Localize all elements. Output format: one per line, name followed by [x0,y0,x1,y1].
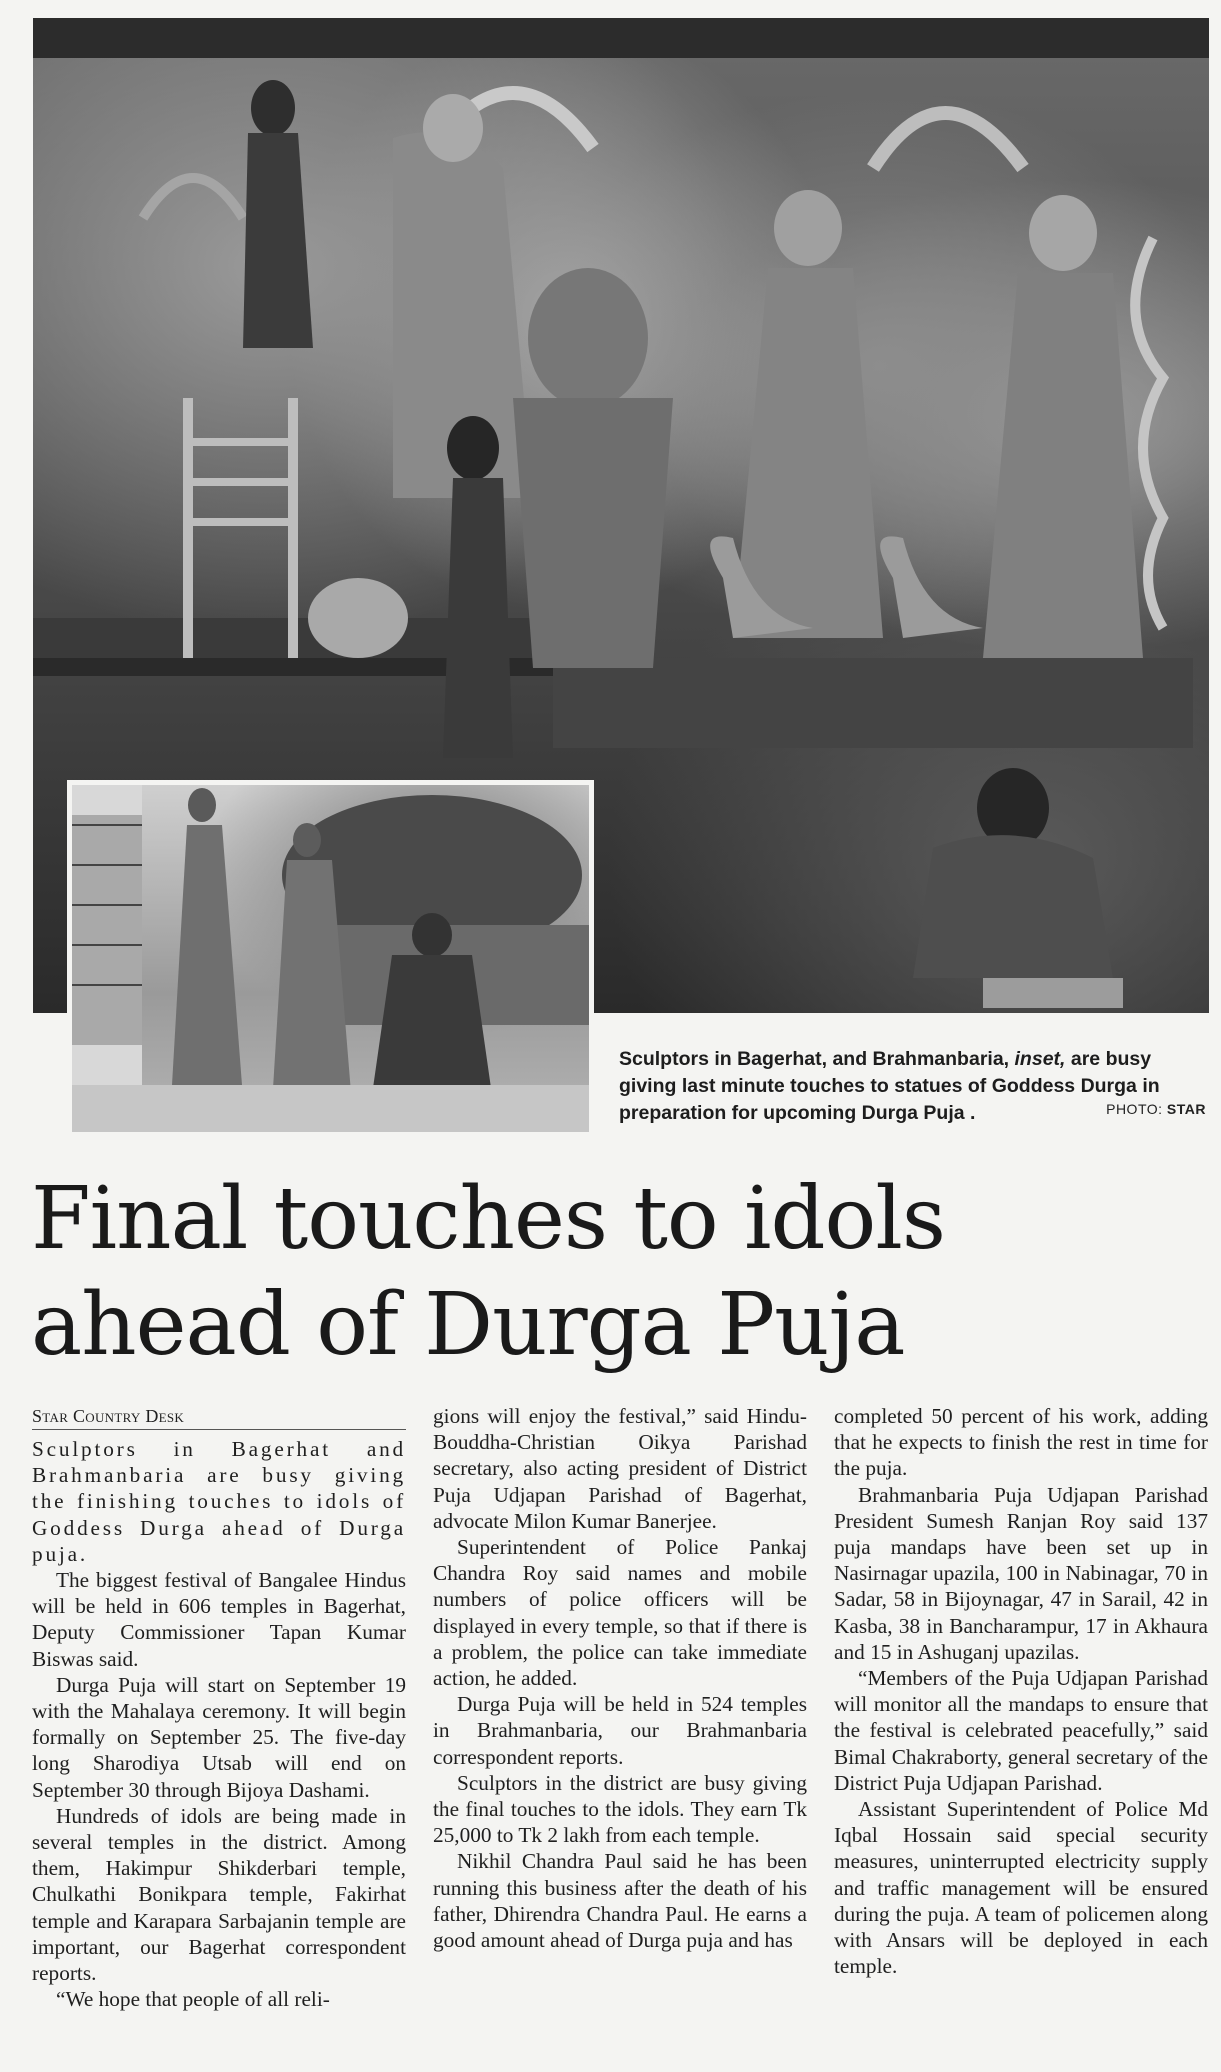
photo-caption-box [594,1013,1209,1137]
paragraph: gions will enjoy the festival,” said Hindu-Bouddha-Christian Oikya Parishad secretary, also acting president of District Puja Udjapan Parishad of Bagerhat, advocate Milon Kumar Banerjee. [433,1404,807,1533]
paragraph: completed 50 percent of his work, adding that he expects to finish the rest in time for the puja. [834,1404,1208,1481]
paragraph: “Members of the Puja Udjapan Parishad will monitor all the mandaps to ensure that the festival is celebrated peacefully,” said Bimal Chakraborty, general secretary of the District Puja Udjapan Parishad. [834,1666,1208,1795]
caption-text-cont: are busy giving last minute touches to statues of Goddess Durga in preparation for upcoming Durga Puja . [619,1048,1160,1124]
inset-photo [67,780,594,1137]
article-column-1 [32,1403,406,2012]
photo-credit-source: STAR [1166,1101,1206,1117]
photo-credit-label: PHOTO: [1106,1101,1167,1117]
headline: Final touches to idols ahead of Durga Puja [31,1169,945,1375]
paragraph: “We hope that people of all reli- [56,1987,330,2012]
paragraph: Assistant Superintendent of Police Md Iqbal Hossain said special security measures, uninterrupted electricity supply and traffic management will be ensured during the puja. A team of policemen along with Ansars will be deployed in each temple. [834,1797,1208,1979]
article-column-3 [834,1403,1208,1979]
paragraph: Sculptors in the district are busy giving the final touches to the idols. They earn Tk 25,000 to Tk 2 lakh from each temple. [433,1770,807,1848]
article-column-2 [433,1403,807,1953]
photo-credit [1106,1101,1206,1117]
paragraph: Hundreds of idols are being made in several temples in the district. Among them, Hakimpur Shikderbari temple, Chulkathi Bonikpara temple, Fakirhat temple and Karapara Sarbajanin temple are important, our Bagerhat correspondent reports. [32,1803,406,1986]
caption-inset-word: inset, [1014,1048,1066,1070]
paragraph: Durga Puja will start on September 19 with the Mahalaya ceremony. It will begin formally on September 25. The five-day long Sharodiya Utsab will end on September 30 through Bijoya Dashami. [32,1672,406,1802]
paragraph: Sculptors in Bagerhat and Brahmanbaria are busy giving the finishing touches to idols of Goddess Durga ahead of Durga puja. [32,1437,406,1566]
paragraph: Superintendent of Police Pankaj Chandra Roy said names and mobile numbers of police officers will be displayed in every temple, so that if there is a problem, the police can take immediate action, he added. [433,1535,807,1691]
byline: Star Country Desk [32,1403,406,1430]
paragraph: The biggest festival of Bangalee Hindus will be held in 606 temples in Bagerhat, Deputy Commissioner Tapan Kumar Biswas said. [32,1568,406,1671]
paragraph: Durga Puja will be held in 524 temples in Brahmanbaria, our Brahmanbaria correspondent reports. [433,1692,807,1769]
paragraph: Nikhil Chandra Paul said he has been running this business after the death of his father, Dhirendra Chandra Paul. He earns a good amount ahead of Durga puja and has [433,1849,807,1953]
paragraph: Brahmanbaria Puja Udjapan Parishad President Sumesh Ranjan Roy said 137 puja mandaps have been set up in Nasirnagar upazila, 100 in Nabinagar, 70 in Sadar, 58 in Bijoynagar, 47 in Sarail, 42 in Kasba, 38 in Bancharampur, 17 in Akhaura and 15 in Ashuganj upazilas. [834,1482,1208,1664]
inset-photo-illustration [72,785,589,1132]
caption-text: Sculptors in Bagerhat, and Brahmanbaria, [619,1048,1015,1070]
